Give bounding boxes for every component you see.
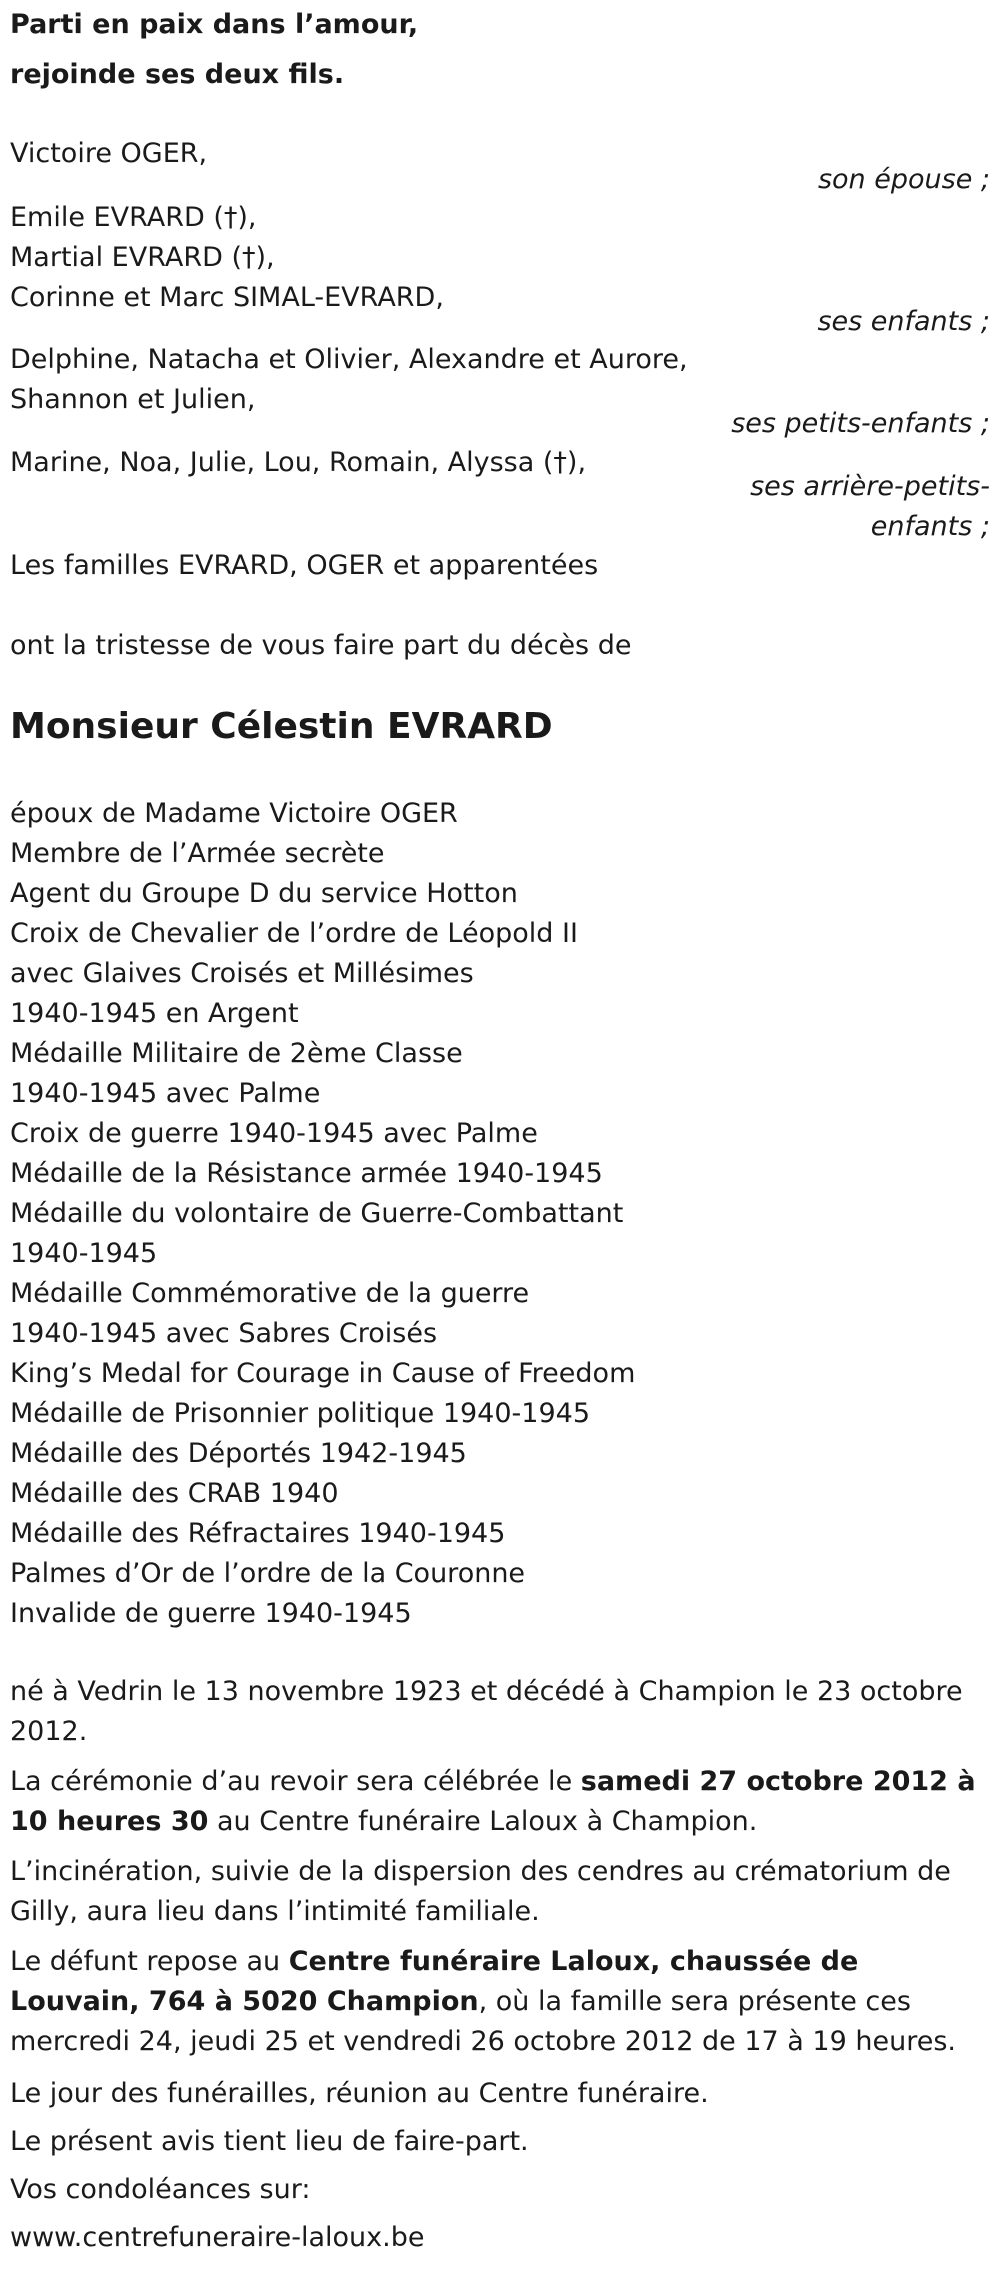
deceased-name: Monsieur Célestin EVRARD [10,706,553,747]
title-line: Membre de l’Armée secrète [10,838,385,869]
title-line: Médaille des Réfractaires 1940-1945 [10,1518,506,1549]
title-line: Médaille du volontaire de Guerre-Combattant [10,1198,624,1229]
title-line: époux de Madame Victoire OGER [10,798,458,829]
ceremony-text-pre: La cérémonie d’au revoir sera célébrée le [10,1766,581,1797]
intro-line-1: Parti en paix dans l’amour, [10,9,419,40]
title-line: 1940-1945 avec Palme [10,1078,321,1109]
ceremony-date: samedi 27 octobre 2012 à 10 heures 30 [10,1766,976,1837]
birth-death: né à Vedrin le 13 novembre 1923 et décédé à Champion le 23 octobre 2012. [10,1676,963,1747]
intro-line-2: rejoinde ses deux fils. [10,59,345,90]
child-1: Emile EVRARD (†), [10,202,257,233]
spouse-role: son épouse ; [817,164,990,195]
title-line: Médaille des Déportés 1942-1945 [10,1438,467,1469]
grandchildren-line-2: Shannon et Julien, [10,384,256,415]
great-grandchildren-role-1: ses arrière-petits- [750,471,990,502]
great-grandchildren: Marine, Noa, Julie, Lou, Romain, Alyssa (†), [10,447,587,478]
repose-location: Centre funéraire Laloux, chaussée de Louvain, 764 à 5020 Champion [10,1946,859,2017]
title-line: Agent du Groupe D du service Hotton [10,878,518,909]
repose-text-post: , où la famille sera présente ces mercredi 24, jeudi 25 et vendredi 26 octobre 2012 de 17 à 19 heures. [10,1986,956,2057]
title-line: Médaille des CRAB 1940 [10,1478,339,1509]
repose-text-pre: Le défunt repose au [10,1946,289,1977]
grandchildren-line-1: Delphine, Natacha et Olivier, Alexandre et Aurore, [10,344,688,375]
title-line: Médaille de Prisonnier politique 1940-1945 [10,1398,590,1429]
notice-line: Le présent avis tient lieu de faire-part. [10,2126,529,2157]
families-line: Les familles EVRARD, OGER et apparentées [10,550,599,581]
title-line: Médaille Militaire de 2ème Classe [10,1038,463,1069]
children-role: ses enfants ; [817,306,990,337]
title-line: avec Glaives Croisés et Millésimes [10,958,474,989]
title-line: 1940-1945 avec Sabres Croisés [10,1318,438,1349]
title-line: King’s Medal for Courage in Cause of Freedom [10,1358,636,1389]
spouse-name: Victoire OGER, [10,138,208,169]
condolences-label: Vos condoléances sur: [10,2174,311,2205]
title-line: 1940-1945 [10,1238,158,1269]
funeral-day: Le jour des funérailles, réunion au Centre funéraire. [10,2078,709,2109]
repose-paragraph [10,1942,980,2062]
title-line: Croix de guerre 1940-1945 avec Palme [10,1118,538,1149]
ceremony-paragraph [10,1762,980,1842]
title-line: Médaille Commémorative de la guerre [10,1278,530,1309]
title-line: Médaille de la Résistance armée 1940-1945 [10,1158,603,1189]
child-3: Corinne et Marc SIMAL-EVRARD, [10,282,444,313]
announcement-line: ont la tristesse de vous faire part du décès de [10,630,632,661]
grandchildren-role: ses petits-enfants ; [731,408,990,439]
title-line: Croix de Chevalier de l’ordre de Léopold II [10,918,578,949]
title-line: Invalide de guerre 1940-1945 [10,1598,412,1629]
title-line: Palmes d’Or de l’ordre de la Couronne [10,1558,526,1589]
great-grandchildren-role-2: enfants ; [870,511,990,542]
ceremony-text-post: au Centre funéraire Laloux à Champion. [208,1806,758,1837]
child-2: Martial EVRARD (†), [10,242,275,273]
website-link[interactable]: www.centrefuneraire-laloux.be [10,2222,425,2253]
incineration-paragraph: L’incinération, suivie de la dispersion des cendres au crématorium de Gilly, aura lieu dans l’intimité familiale. [10,1856,951,1927]
title-line: 1940-1945 en Argent [10,998,299,1029]
